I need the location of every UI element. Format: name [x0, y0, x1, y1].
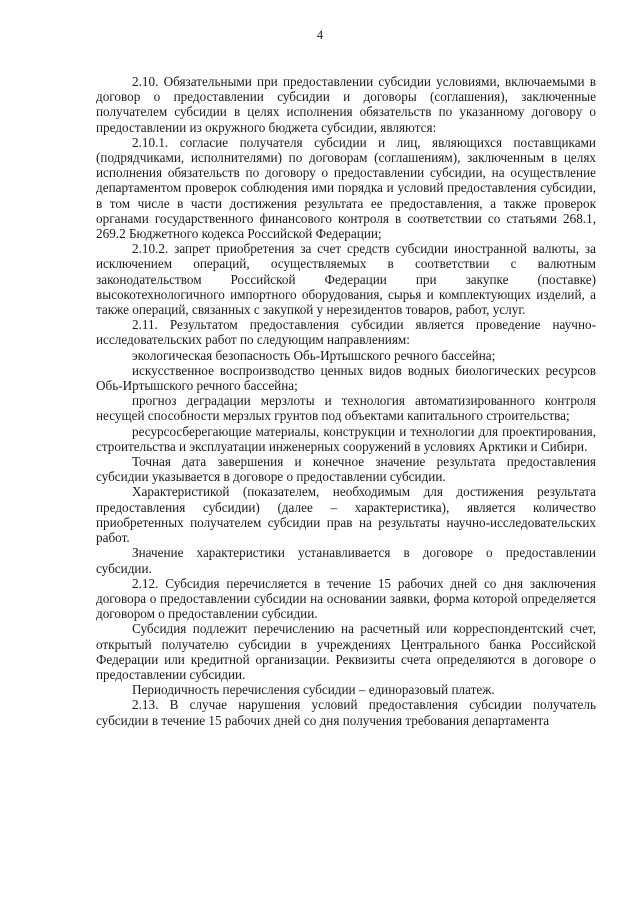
paragraph-2-13: 2.13. В случае нарушения условий предоставления субсидии получатель субсидии в течение 15 рабочих дней со дня получения требования департамента: [96, 697, 596, 728]
paragraph-characteristic-value: Значение характеристики устанавливается в договоре о предоставлении субсидии.: [96, 545, 596, 576]
paragraph-periodicity: Периодичность перечисления субсидии – единоразовый платеж.: [132, 682, 495, 698]
paragraph-account: Субсидия подлежит перечислению на расчетный или корреспондентский счет, открытый получателю субсидии в учреждениях Центрального банка Российской Федерации или кредитной организации. Реквизиты счета определяются в договоре о предоставлении субсидии.: [96, 621, 596, 682]
direction-item: искусственное воспроизводство ценных видов водных биологических ресурсов Обь-Иртышского речного бассейна;: [96, 362, 596, 394]
document-body: [96, 74, 596, 728]
paragraph-2-10: 2.10. Обязательными при предоставлении субсидии условиями, включаемыми в договор о предоставлении субсидии и договоры (соглашения), заключенные получателем субсидии в целях исполнения обязательств по указанному договору о предоставлении из окружного бюджета субсидии, являются:: [96, 74, 596, 135]
paragraph-2-12: 2.12. Субсидия перечисляется в течение 15 рабочих дней со дня заключения договора о предоставлении субсидии на основании заявки, форма которой определяется договором о предоставлении субсидии.: [96, 575, 596, 622]
page-number: 4: [316, 28, 324, 42]
paragraph-characteristic: Характеристикой (показателем, необходимым для достижения результата предоставления субсидии) (далее – характеристика), является количество приобретенных получателем субсидии прав на результаты научно-исследовательских работ.: [96, 484, 596, 546]
direction-item: экологическая безопасность Обь-Иртышского речного бассейна;: [132, 347, 496, 363]
direction-item: ресурсосберегающие материалы, конструкции и технологии для проектирования, строительства и эксплуатации инженерных сооружений в условиях Арктики и Сибири.: [96, 423, 596, 454]
direction-item: прогноз деградации мерзлоты и технология автоматизированного контроля несущей способности мерзлых грунтов под объектами капитального строительства;: [96, 393, 596, 424]
paragraph-2-10-2: 2.10.2. запрет приобретения за счет средств субсидии иностранной валюты, за исключением операций, осуществляемых в соответствии с валютным законодательством Российской Федерации при закупке (поставке) высокотехнологичного импортного оборудования, сырья и комплектующих изделий, а также операций, связанных с закупкой у нерезидентов товаров, работ, услуг.: [96, 241, 596, 318]
paragraph-result-date: Точная дата завершения и конечное значение результата предоставления субсидии указывается в договоре о предоставлении субсидии.: [96, 454, 596, 485]
paragraph-2-11: 2.11. Результатом предоставления субсидии является проведение научно-исследовательских работ по следующим направлениям:: [96, 317, 596, 348]
paragraph-2-10-1: 2.10.1. согласие получателя субсидии и лиц, являющихся поставщиками (подрядчиками, исполнителями) по договорам (соглашениям), заключенным в целях исполнения обязательств по договору о предоставлении субсидии, на осуществление департаментом проверок соблюдения ими порядка и условий предоставления субсидии, в том числе в части достижения результата ее предоставления, а также проверок органами государственного финансового контроля в соответствии со статьями 268.1, 269.2 Бюджетного кодекса Российской Федерации;: [96, 134, 596, 242]
